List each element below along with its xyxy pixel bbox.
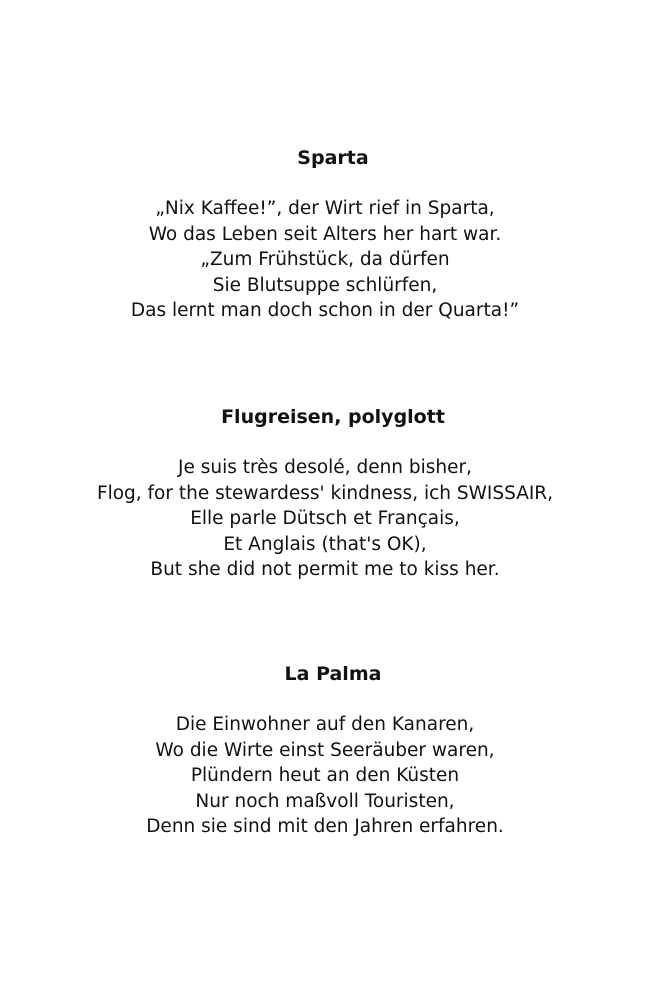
poem-line: Plündern heut an den Küsten [190, 765, 460, 786]
poem-flugreisen [0, 405, 650, 583]
poem-line: Denn sie sind mit den Jahren erfahren. [146, 816, 504, 837]
poem-line: Sie Blutsuppe schlürfen, [212, 274, 438, 296]
poem-line: Nur noch maßvoll Touristen, [195, 790, 455, 812]
poem-lines [0, 196, 650, 324]
poem-line: Das lernt man doch schon in der Quarta!” [130, 300, 520, 321]
poem-la-palma [0, 662, 650, 840]
poem-line: But she did not permit me to kiss her. [150, 559, 500, 580]
poem-sparta [0, 146, 650, 324]
poem-line: Die Einwohner auf den Kanaren, [175, 714, 475, 735]
poem-title: Sparta [297, 147, 369, 169]
poem-lines [0, 712, 650, 840]
poem-line: Wo die Wirte einst Seeräuber waren, [155, 739, 495, 761]
poem-title: La Palma [284, 663, 382, 685]
poem-line: Je suis très desolé, denn bisher, [177, 457, 473, 478]
poem-title: Flugreisen, polyglott [221, 406, 445, 428]
poem-line: Flog, for the stewardess' kindness, ich SWISSAIR, [96, 482, 554, 504]
poem-lines [0, 455, 650, 583]
poem-line: Wo das Leben seit Alters her hart war. [148, 223, 502, 245]
poem-line: Elle parle Dütsch et Français, [190, 508, 460, 529]
poem-line: „Zum Frühstück, da dürfen [200, 249, 450, 270]
poem-line: „Nix Kaffee!”, der Wirt rief in Sparta, [155, 198, 495, 219]
poem-line: Et Anglais (that's OK), [223, 533, 427, 555]
